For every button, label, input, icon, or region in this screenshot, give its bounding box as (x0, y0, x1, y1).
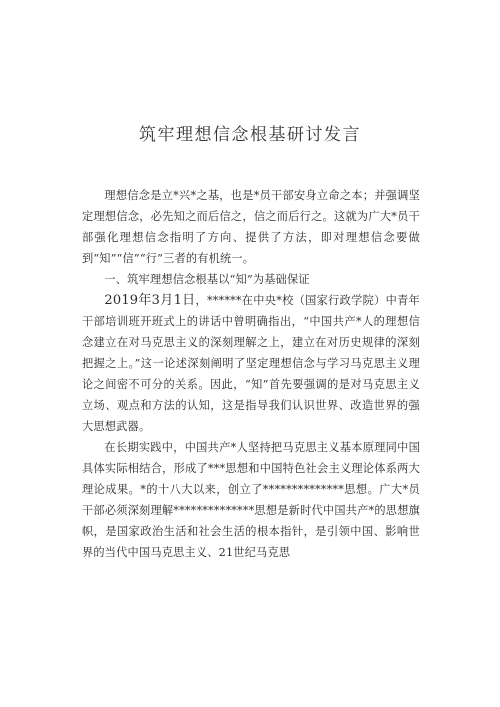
paragraph-section-1-p2: 在长期实践中，中国共产*人坚持把马克思主义基本原理同中国具体实际相结合，形成了***思想和中国特色社会主义理论体系两大理论成果。*的十八大以来，创立了**************思想。广大*员干部必须深刻理解**************思想是新时代中国共产*的思想旗帜，是国家政治生活和社会生活的根本指针，是引领中国、影响世界的当代中国马克思主义、21世纪马克思 (82, 441, 420, 559)
paragraph-intro: 理想信念是立*兴*之基，也是*员干部安身立命之本；并强调坚定理想信念，必先知之而后信之，信之而后行之。这就为广大*员干部强化理想信念指明了方向、提供了方法，即对理想信念要做到“知”“信”“行”三者的有机统一。 (82, 189, 420, 265)
paragraph-section-1-p1 (82, 290, 420, 437)
document-title: 筑牢理想信念根基研讨发言 (139, 125, 361, 145)
paragraph-text: ，******在中央*校（国家行政学院）中青年干部培训班开班式上的讲话中曾明确指出，“中国共产*人的理想信念建立在对马克思主义的深刻理解之上，建立在对历史规律的深刻把握之上。”这一论述深刻阐明了坚定理想信念与学习马克思主义理论之间密不可分的关系。因此，“知”首先要强调的是对马克思主义立场、观点和方法的认知，这是指导我们认识世界、改造世界的强大思想武器。 (82, 294, 420, 433)
section-heading: 一、筑牢理想信念根基以“知”为基础保证 (104, 273, 310, 286)
date-lead: 2019年3月1日 (104, 293, 196, 308)
document-body (82, 185, 420, 563)
